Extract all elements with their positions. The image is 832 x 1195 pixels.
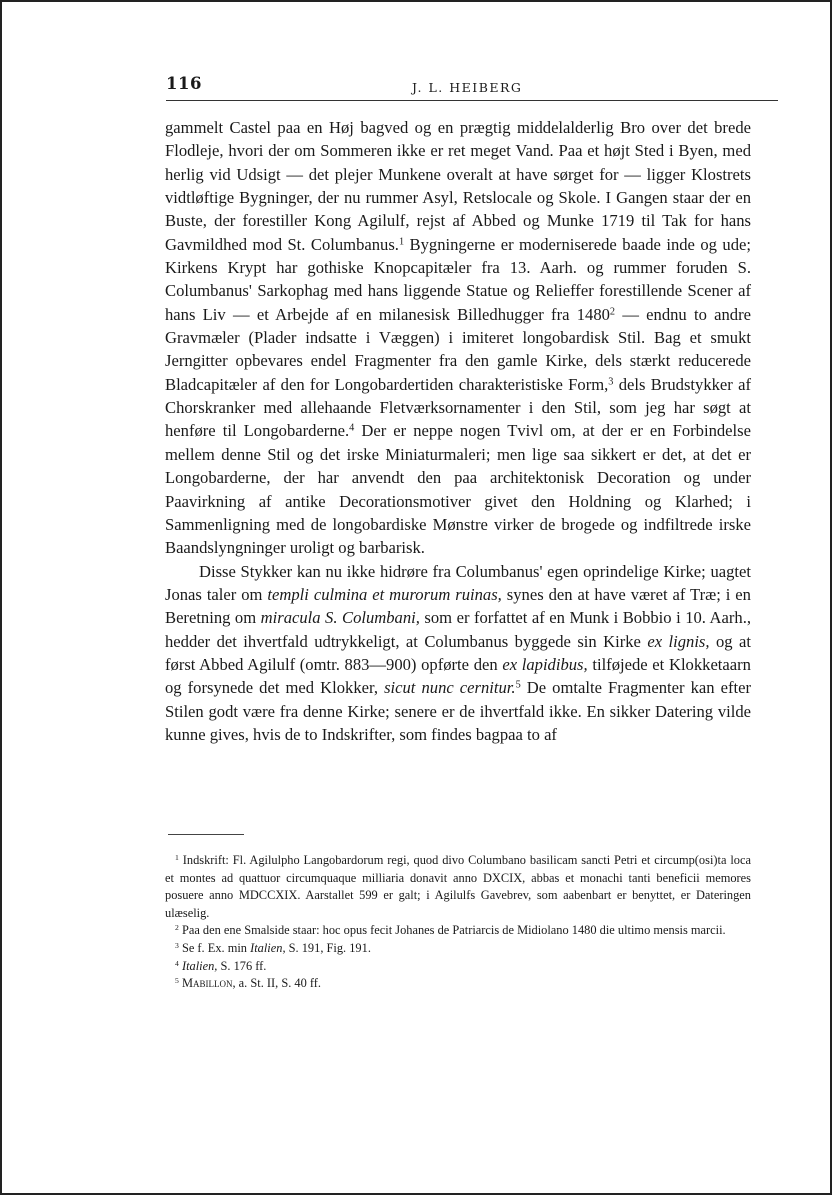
page-header <box>166 74 778 102</box>
text-run: Bygningerne er moderniserede baade inde og ude; Kirkens Krypt har gothiske Knopcapitæler fra 13. Aarh. og rummer foruden S. Columbanus' Sarkophag med hans liggende Statue og Relieffer forestillende Scener af hans Liv — et Arbejde af en milanesisk Billedhugger fra 1480 <box>165 234 751 324</box>
footnote-1 <box>165 852 751 922</box>
footnote-italic: Italien, <box>250 940 286 955</box>
italic-phrase: templi culmina et murorum ruinas, <box>267 584 502 604</box>
footnote-italic: Italien, <box>181 958 218 973</box>
footnote-ref: 1 <box>398 236 405 248</box>
text-run: synes den at have været af Træ; i en Beretning om <box>165 584 751 628</box>
footnote-smallcaps: Mabillon, <box>181 976 236 991</box>
footnote-rule <box>168 834 244 835</box>
footnote-3 <box>165 940 751 958</box>
footnote-ref: 5 <box>515 679 521 691</box>
text-run: tilføjede et Klokketaarn og forsynede det med Klokker, <box>165 654 751 698</box>
footnote-ref: 3 <box>608 376 614 388</box>
text-run: Disse Stykker kan nu ikke hidrøre fra Columbanus' egen oprindelige Kirke; uagtet Jonas taler om <box>165 561 751 604</box>
footnote-2 <box>165 922 751 940</box>
footnotes <box>165 852 751 993</box>
footnote-text: Indskrift: Fl. Agilulpho Langobardorum regi, quod divo Columbano basilicam sancti Petri et circump(osi)ta loca et montes ad quattuor circumquaque milliaria donavit anno DXCIX, abbas et monachi tanti beneficii memores posuere anno MDCCXIX. Aarstallet 599 er galt; i Agilulfs Gavebrev, som aabenbart er benyttet, er Dateringen ulæselig. <box>165 853 751 920</box>
italic-phrase: ex lignis, <box>647 631 710 651</box>
body-text <box>165 116 751 746</box>
footnote-5 <box>165 975 751 993</box>
italic-phrase: sicut nunc cernitur. <box>384 678 516 698</box>
footnote-mark: 1 <box>175 852 179 862</box>
footnote-mark: 5 <box>175 975 179 985</box>
footnote-ref: 2 <box>609 306 616 318</box>
footnote-ref: 4 <box>349 422 355 434</box>
footnote-text: Paa den ene Smalside staar: hoc opus fecit Johanes de Patriarcis de Midiolano 1480 die ultimo mensis marcii. <box>178 923 726 938</box>
text-run: — endnu to andre Gravmæler (Plader indsatte i Væggen) i imiteret longobardisk Stil. Bag et smukt Jerngitter opbevares endel Fragmenter fra den gamle Kirke, dels stærkt reducerede Bladcapitæler af den for Longobardertiden charakteristiske Form, <box>165 304 751 394</box>
running-head: J. L. HEIBERG <box>412 80 523 95</box>
italic-phrase: ex lapidibus, <box>502 654 588 674</box>
footnote-text: S. 191, Fig. 191. <box>285 940 371 955</box>
text-run: og at først Abbed Agilulf (omtr. 883—900) opførte den <box>165 631 751 674</box>
footnote-text: a. St. II, S. 40 ff. <box>235 976 322 991</box>
page-number: 116 <box>166 74 202 93</box>
text-run: gammelt Castel paa en Høj bagved og en prægtig middelalderlig Bro over det brede Flodleje, hvori der om Sommeren ikke er ret meget Vand. Paa et højt Sted i Byen, med herlig vid Udsigt — det plejer Munkene overalt at have sørget for — ligger Klostrets vidtløftige Bygninger, der nu rummer Asyl, Retslocale og Skole. I Gangen staar der en Buste, der forestiller Kong Agilulf, rejst af Abbed og Munke 1719 til Tak for hans Gavmildhed mod St. Columbanus. <box>165 118 751 254</box>
scan-border-top <box>0 0 832 2</box>
italic-phrase: miracula S. Columbani, <box>260 608 420 628</box>
text-run: som er forfattet af en Munk i Bobbio i 10. Aarh., hedder det ihvertfald udtrykkeligt, at Columbanus byggede sin Kirke <box>165 608 751 651</box>
footnote-mark: 3 <box>175 940 179 950</box>
text-run: dels Brudstykker af Chorskranker med allehaande Fletværksornamenter i den Stil, som jeg har søgt at henføre til Longobarderne. <box>165 374 752 441</box>
footnote-text: S. 176 ff. <box>217 958 267 973</box>
text-run: De omtalte Fragmenter kan efter Stilen godt være fra denne Kirke; senere er de ihvertfald ikke. En sikker Datering vilde kunne gives, hvis de to Indskrifter, som findes bagpaa to af <box>165 678 751 744</box>
paragraph-1 <box>165 116 751 560</box>
footnote-4 <box>165 958 751 976</box>
footnote-mark: 4 <box>175 958 179 968</box>
footnote-mark: 2 <box>175 923 179 933</box>
footnote-text: Se f. Ex. min <box>178 940 251 955</box>
paragraph-2 <box>165 560 751 747</box>
header-rule <box>166 100 778 101</box>
scan-border-left <box>0 0 2 1195</box>
text-run: Der er neppe nogen Tvivl om, at der er en Forbindelse mellem denne Stil og det irske Miniaturmaleri; men lige saa sikkert er det, at det er Longobarderne, der har anvendt den paa architektonisk Decoration og under Paavirkning af antike Decorationsmotiver givet den Holdning og Klarhed; i Sammenligning med de longobardiske Mønstre virker de brogede og indfiltrede irske Baandslyngninger uroligt og barbarisk. <box>165 421 751 558</box>
